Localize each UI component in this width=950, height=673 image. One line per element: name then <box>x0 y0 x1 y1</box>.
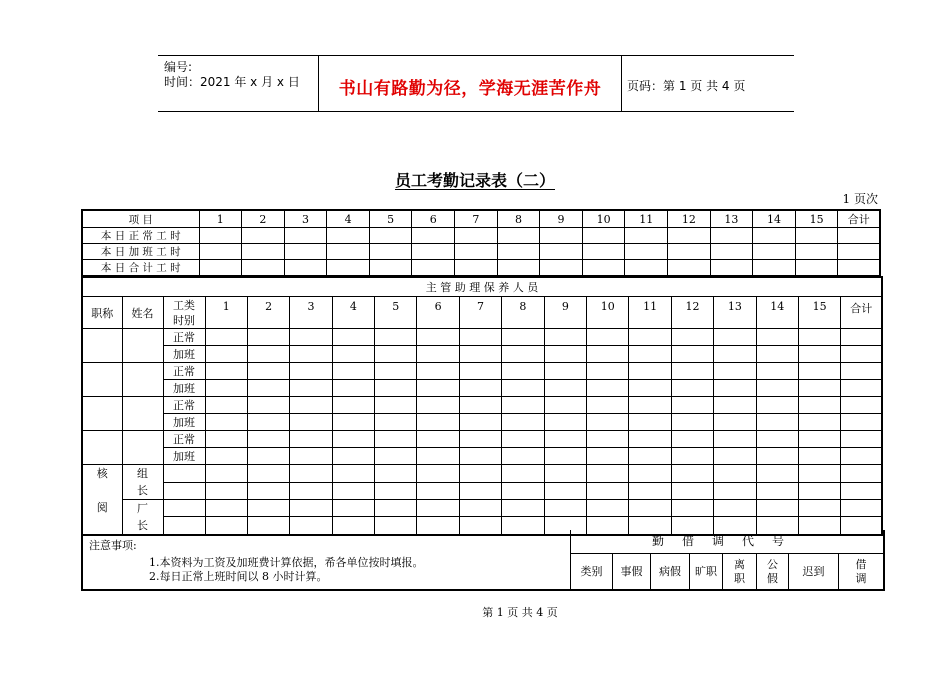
day-header: 10 <box>587 297 629 329</box>
page-count: 1 页次 <box>842 192 878 206</box>
day-header: 1 <box>205 297 247 329</box>
overtime-label: 加班 <box>163 346 205 363</box>
page-title: 员工考勤记录表（二） <box>394 171 555 190</box>
title-cell[interactable] <box>82 329 122 363</box>
row-label: 本 日 合 计 工 时 <box>82 260 199 277</box>
note-item: 2.每日正常上班时间以 8 小时计算。 <box>149 570 328 583</box>
code-label: 编号: <box>164 60 193 74</box>
day-header: 3 <box>284 210 327 228</box>
overtime-label: 加班 <box>163 414 205 431</box>
day-header: 3 <box>290 297 332 329</box>
title-cell[interactable] <box>82 431 122 465</box>
table-row <box>82 397 882 414</box>
factory-manager-label: 厂 长 <box>122 500 163 536</box>
document-header <box>158 55 794 112</box>
table-row <box>82 431 882 448</box>
col-name-header: 姓名 <box>122 297 163 329</box>
table-row <box>82 244 880 260</box>
review-row <box>82 500 882 517</box>
day-header: 11 <box>629 297 671 329</box>
notes-section <box>81 530 885 591</box>
title-cell[interactable] <box>82 363 122 397</box>
normal-label: 正常 <box>163 397 205 414</box>
review-row <box>82 465 882 483</box>
day-header: 13 <box>714 297 756 329</box>
code-item: 迟到 <box>789 554 839 589</box>
name-cell[interactable] <box>122 329 163 363</box>
overtime-label: 加班 <box>163 448 205 465</box>
day-header: 9 <box>544 297 586 329</box>
normal-label: 正常 <box>163 363 205 380</box>
review-label: 核 阅 <box>82 465 122 536</box>
name-cell[interactable] <box>122 397 163 431</box>
team-leader-label: 组 长 <box>122 465 163 500</box>
review-row <box>82 482 882 500</box>
day-header: 15 <box>798 297 840 329</box>
table-row <box>82 228 880 244</box>
header-motto-cell <box>318 56 622 111</box>
day-header: 5 <box>369 210 412 228</box>
notes-block <box>83 530 571 589</box>
title-cell[interactable] <box>82 397 122 431</box>
page-footer: 第 1 页 共 4 页 <box>482 606 558 619</box>
day-header: 2 <box>242 210 285 228</box>
name-cell[interactable] <box>122 431 163 465</box>
header-meta <box>158 56 318 111</box>
section-header-row <box>82 277 882 297</box>
day-header: 9 <box>540 210 583 228</box>
day-header: 12 <box>671 297 713 329</box>
table-row <box>82 414 882 431</box>
day-header: 2 <box>247 297 289 329</box>
code-item: 事假 <box>613 554 651 589</box>
col-title-header: 职称 <box>82 297 122 329</box>
day-header: 4 <box>327 210 370 228</box>
attendance-codes <box>571 530 883 589</box>
day-header: 4 <box>332 297 374 329</box>
daily-hours-table <box>81 209 881 277</box>
row-label: 本 日 加 班 工 时 <box>82 244 199 260</box>
total-header: 合计 <box>841 297 882 329</box>
day-header: 13 <box>710 210 753 228</box>
table-row <box>82 329 882 346</box>
code-item: 病假 <box>651 554 690 589</box>
col-type-header: 工类 时别 <box>163 297 205 329</box>
name-cell[interactable] <box>122 363 163 397</box>
header-time: 时间：2021 年 x 月 x 日 <box>164 75 300 89</box>
code-item: 类别 <box>571 554 613 589</box>
day-header: 12 <box>668 210 711 228</box>
table-row <box>82 260 880 277</box>
day-header: 1 <box>199 210 242 228</box>
total-header: 合计 <box>838 210 880 228</box>
header-motto: 书山有路勤为径，学海无涯苦作舟 <box>338 79 602 99</box>
table-row <box>82 380 882 397</box>
normal-label: 正常 <box>163 329 205 346</box>
code-item: 借 调 <box>855 557 867 585</box>
code-item: 公 假 <box>757 554 789 589</box>
notes-title: 注意事项: <box>89 539 137 552</box>
note-item: 1.本资料为工资及加班费计算依据，希各单位按时填报。 <box>149 556 424 569</box>
day-header: 5 <box>375 297 417 329</box>
day-header: 14 <box>756 297 798 329</box>
section-header: 主 管 助 理 保 养 人 员 <box>82 277 882 297</box>
table-row <box>82 448 882 465</box>
day-header: 10 <box>582 210 625 228</box>
codes-title: 勤借调代号 <box>571 530 883 554</box>
day-header: 11 <box>625 210 668 228</box>
table-row <box>82 363 882 380</box>
day-header: 14 <box>753 210 796 228</box>
row-label: 本 日 正 常 工 时 <box>82 228 199 244</box>
header-page-cell <box>621 56 793 111</box>
code-item: 离 职 <box>723 554 757 589</box>
day-header: 8 <box>497 210 540 228</box>
item-header: 项 目 <box>82 210 199 228</box>
day-header: 15 <box>795 210 838 228</box>
day-header: 6 <box>417 297 459 329</box>
staff-attendance-table <box>81 276 883 536</box>
table-row <box>82 346 882 363</box>
day-header: 7 <box>455 210 498 228</box>
overtime-label: 加班 <box>163 380 205 397</box>
day-header: 6 <box>412 210 455 228</box>
day-header: 7 <box>459 297 501 329</box>
normal-label: 正常 <box>163 431 205 448</box>
codes-row <box>571 554 883 589</box>
table-header-row <box>82 297 882 329</box>
header-page-info: 页码：第 1 页 共 4 页 <box>627 79 746 93</box>
day-header: 8 <box>502 297 544 329</box>
code-item: 旷职 <box>690 554 723 589</box>
table-header-row <box>82 210 880 228</box>
